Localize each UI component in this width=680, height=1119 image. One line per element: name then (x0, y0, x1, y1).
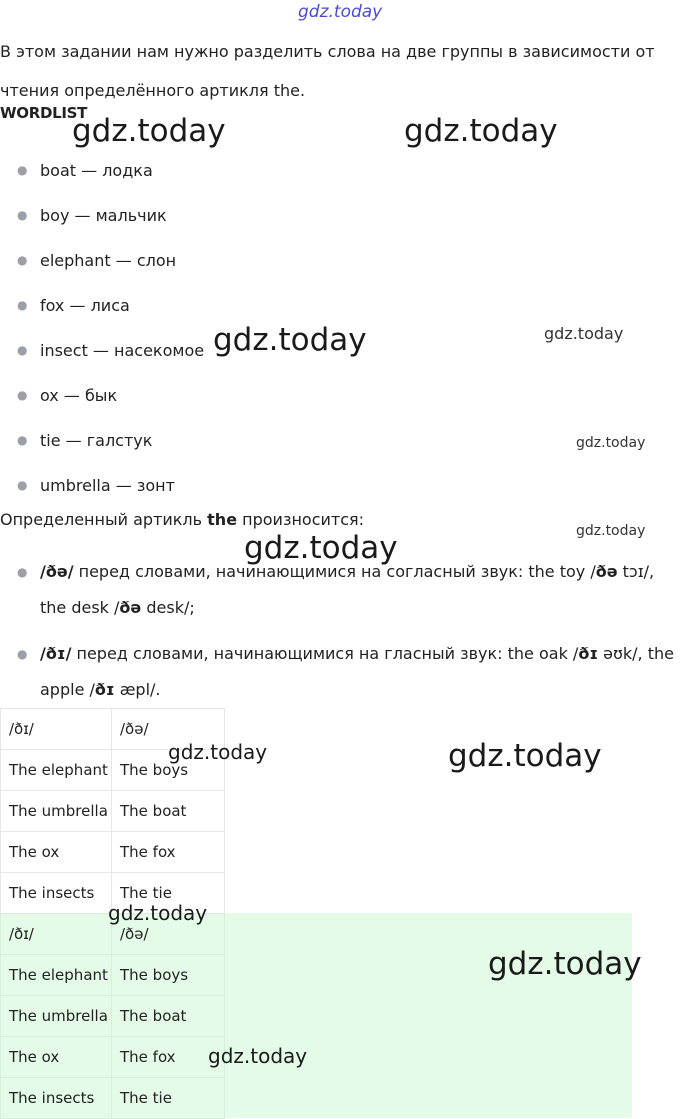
wordlist-title: WORDLIST (0, 104, 88, 122)
watermark: gdz.today (213, 322, 367, 358)
table-row: The insects The tie (1, 1078, 225, 1119)
watermark: gdz.today (544, 324, 624, 343)
list-item: ● umbrella — зонт (0, 463, 204, 508)
watermark: gdz.today (244, 530, 398, 566)
table-row: /ðɪ/ /ðə/ (1, 709, 225, 750)
watermark: gdz.today (448, 738, 602, 774)
table-row: The umbrella The boat (1, 996, 225, 1037)
list-item: ● insect — насекомое (0, 328, 204, 373)
list-item: ● fox — лиса (0, 283, 204, 328)
list-item: ● boy — мальчик (0, 193, 204, 238)
watermark: gdz.today (168, 740, 268, 764)
bullet-icon: ● (17, 163, 28, 177)
watermark: gdz.today (576, 523, 646, 539)
answer-table (0, 708, 225, 914)
bullet-icon: ● (17, 647, 28, 661)
watermark-top: gdz.today (298, 2, 383, 22)
list-item: ● ox — бык (0, 373, 204, 418)
bullet-icon: ● (17, 208, 28, 222)
bullet-icon: ● (17, 253, 28, 267)
watermark: gdz.today (108, 901, 208, 925)
article-intro: Определенный артикль the произносится: (0, 510, 365, 529)
bullet-icon: ● (17, 343, 28, 357)
table-row: The ox The fox (1, 1037, 225, 1078)
rule-item: ● /ðɪ/ перед словами, начинающимися на гласный звук: the oak /ðɪ əʊk/, the apple /ðɪ æpl/. (0, 636, 680, 708)
list-item: ● tie — галстук (0, 418, 204, 463)
watermark: gdz.today (72, 113, 226, 149)
watermark: gdz.today (488, 946, 642, 982)
table-row: The umbrella The boat (1, 791, 225, 832)
pronunciation-rules (0, 554, 680, 708)
list-item: ● elephant — слон (0, 238, 204, 283)
watermark: gdz.today (404, 113, 558, 149)
table-row: /ðɪ/ /ðə/ (1, 914, 225, 955)
bullet-icon: ● (17, 478, 28, 492)
watermark: gdz.today (208, 1044, 308, 1068)
table-row: The insects The tie (1, 873, 225, 914)
table-row: The elephant The boys (1, 750, 225, 791)
answer-table-highlighted (0, 913, 225, 1119)
bullet-icon: ● (17, 388, 28, 402)
bullet-icon: ● (17, 433, 28, 447)
wordlist (0, 148, 204, 508)
table-row: The elephant The boys (1, 955, 225, 996)
rule-item: ● /ðə/ перед словами, начинающимися на согласный звук: the toy /ðə tɔɪ/, the desk /ðə desk/; (0, 554, 680, 626)
list-item: ● boat — лодка (0, 148, 204, 193)
table-row: The ox The fox (1, 832, 225, 873)
bullet-icon: ● (17, 565, 28, 579)
bullet-icon: ● (17, 298, 28, 312)
intro-paragraph: В этом задании нам нужно разделить слова на две группы в зависимости от чтения определённого артикля the. (0, 42, 655, 100)
watermark: gdz.today (576, 435, 646, 451)
